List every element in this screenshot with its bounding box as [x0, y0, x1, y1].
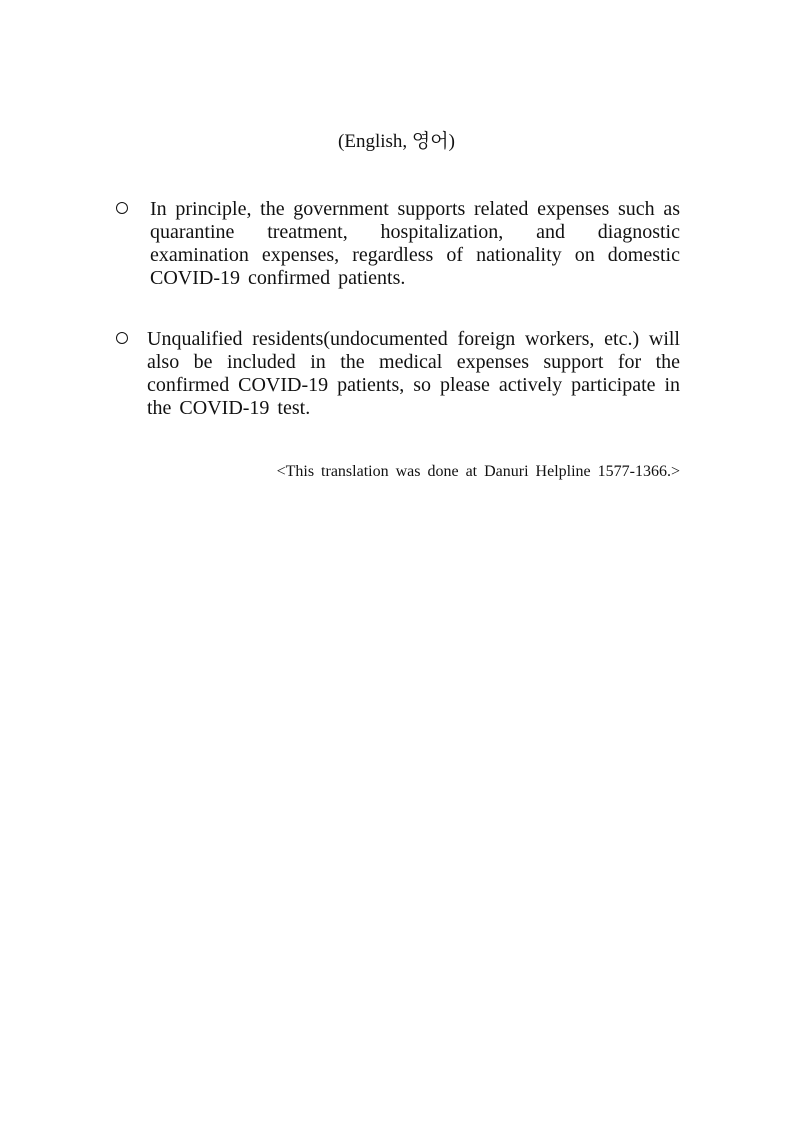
language-heading: (English, 영어): [338, 131, 455, 152]
circle-bullet-icon: [116, 332, 128, 344]
list-item: [116, 328, 680, 420]
list-item: [116, 198, 680, 290]
translation-credit-note: <This translation was done at Danuri Helpline 1577-1366.>: [276, 463, 680, 480]
circle-bullet-icon: [116, 202, 128, 214]
bullet-text: Unqualified residents(undocumented foreign workers, etc.) will also be included in the medical expenses support for the confirmed COVID-19 patients, so please actively participate in the COVID-19 test.: [147, 328, 680, 419]
bullet-text: In principle, the government supports related expenses such as quarantine treatment, hospitalization, and diagnostic examination expenses, regardless of nationality on domestic COVID-19 confirmed patients.: [150, 198, 680, 289]
